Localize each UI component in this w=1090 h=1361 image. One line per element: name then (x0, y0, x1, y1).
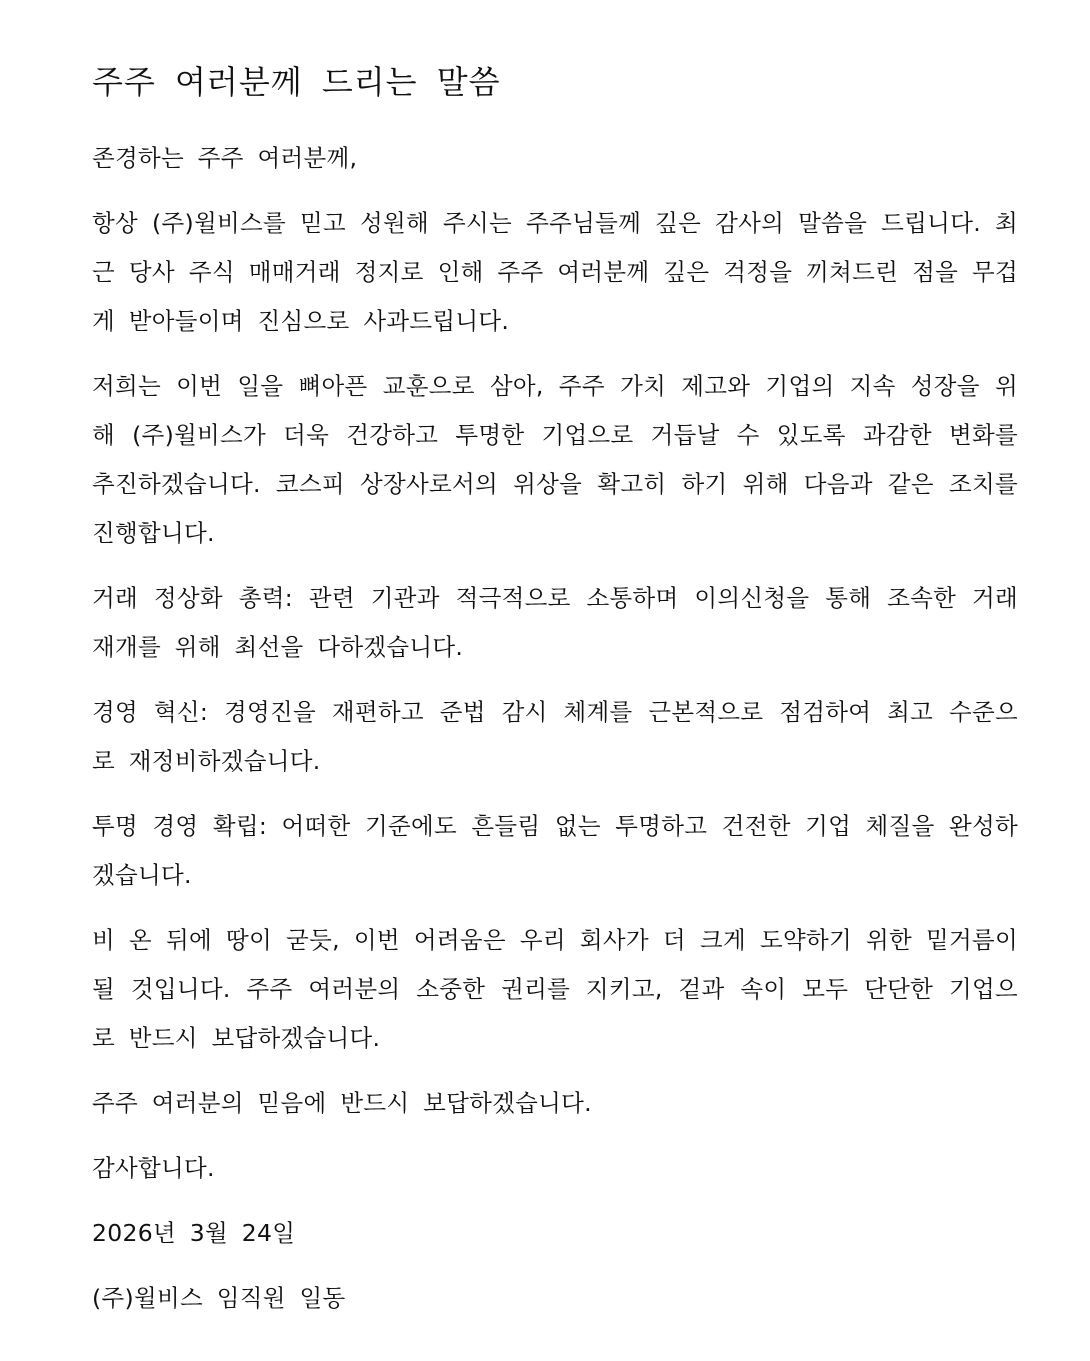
paragraph-outlook: 비 온 뒤에 땅이 굳듯, 이번 어려움은 우리 회사가 더 크게 도약하기 위한 밑거름이 될 것입니다. 주주 여러분의 소중한 권리를 지키고, 겉과 속이 모두 단단한 기업으로 반드시 보답하겠습니다. (92, 926, 1018, 1052)
paragraph-commitment: 저희는 이번 일을 뼈아픈 교훈으로 삼아, 주주 가치 제고와 기업의 지속 성장을 위해 (주)윌비스가 더욱 건강하고 투명한 기업으로 거듭날 수 있도록 과감한 변화를 추진하겠습니다. 코스피 상장사로서의 위상을 확고히 하기 위해 다음과 같은 조치를 진행합니다. (92, 372, 1018, 547)
date: 2026년 3월 24일 (92, 1219, 296, 1247)
paragraph-trading-normalization: 거래 정상화 총력: 관련 기관과 적극적으로 소통하며 이의신청을 통해 조속한 거래 재개를 위해 최선을 다하겠습니다. (92, 584, 1018, 661)
salutation: 존경하는 주주 여러분께, (92, 144, 358, 172)
paragraph-promise: 주주 여러분의 믿음에 반드시 보답하겠습니다. (92, 1089, 592, 1117)
paragraph-gratitude-apology: 항상 (주)윌비스를 믿고 성원해 주시는 주주님들께 깊은 감사의 말씀을 드립니다. 최근 당사 주식 매매거래 정지로 인해 주주 여러분께 깊은 걱정을 끼쳐드린 점을 무겁게 받아들이며 진심으로 사과드립니다. (92, 209, 1018, 335)
signature: (주)윌비스 임직원 일동 (92, 1284, 346, 1312)
document-title: 주주 여러분께 드리는 말씀 (92, 63, 501, 101)
paragraph-transparent-management: 투명 경영 확립: 어떠한 기준에도 흔들림 없는 투명하고 건전한 기업 체질을 완성하겠습니다. (92, 812, 1018, 889)
closing: 감사합니다. (92, 1154, 215, 1182)
paragraph-management-innovation: 경영 혁신: 경영진을 재편하고 준법 감시 체계를 근본적으로 점검하여 최고 수준으로 재정비하겠습니다. (92, 698, 1018, 775)
